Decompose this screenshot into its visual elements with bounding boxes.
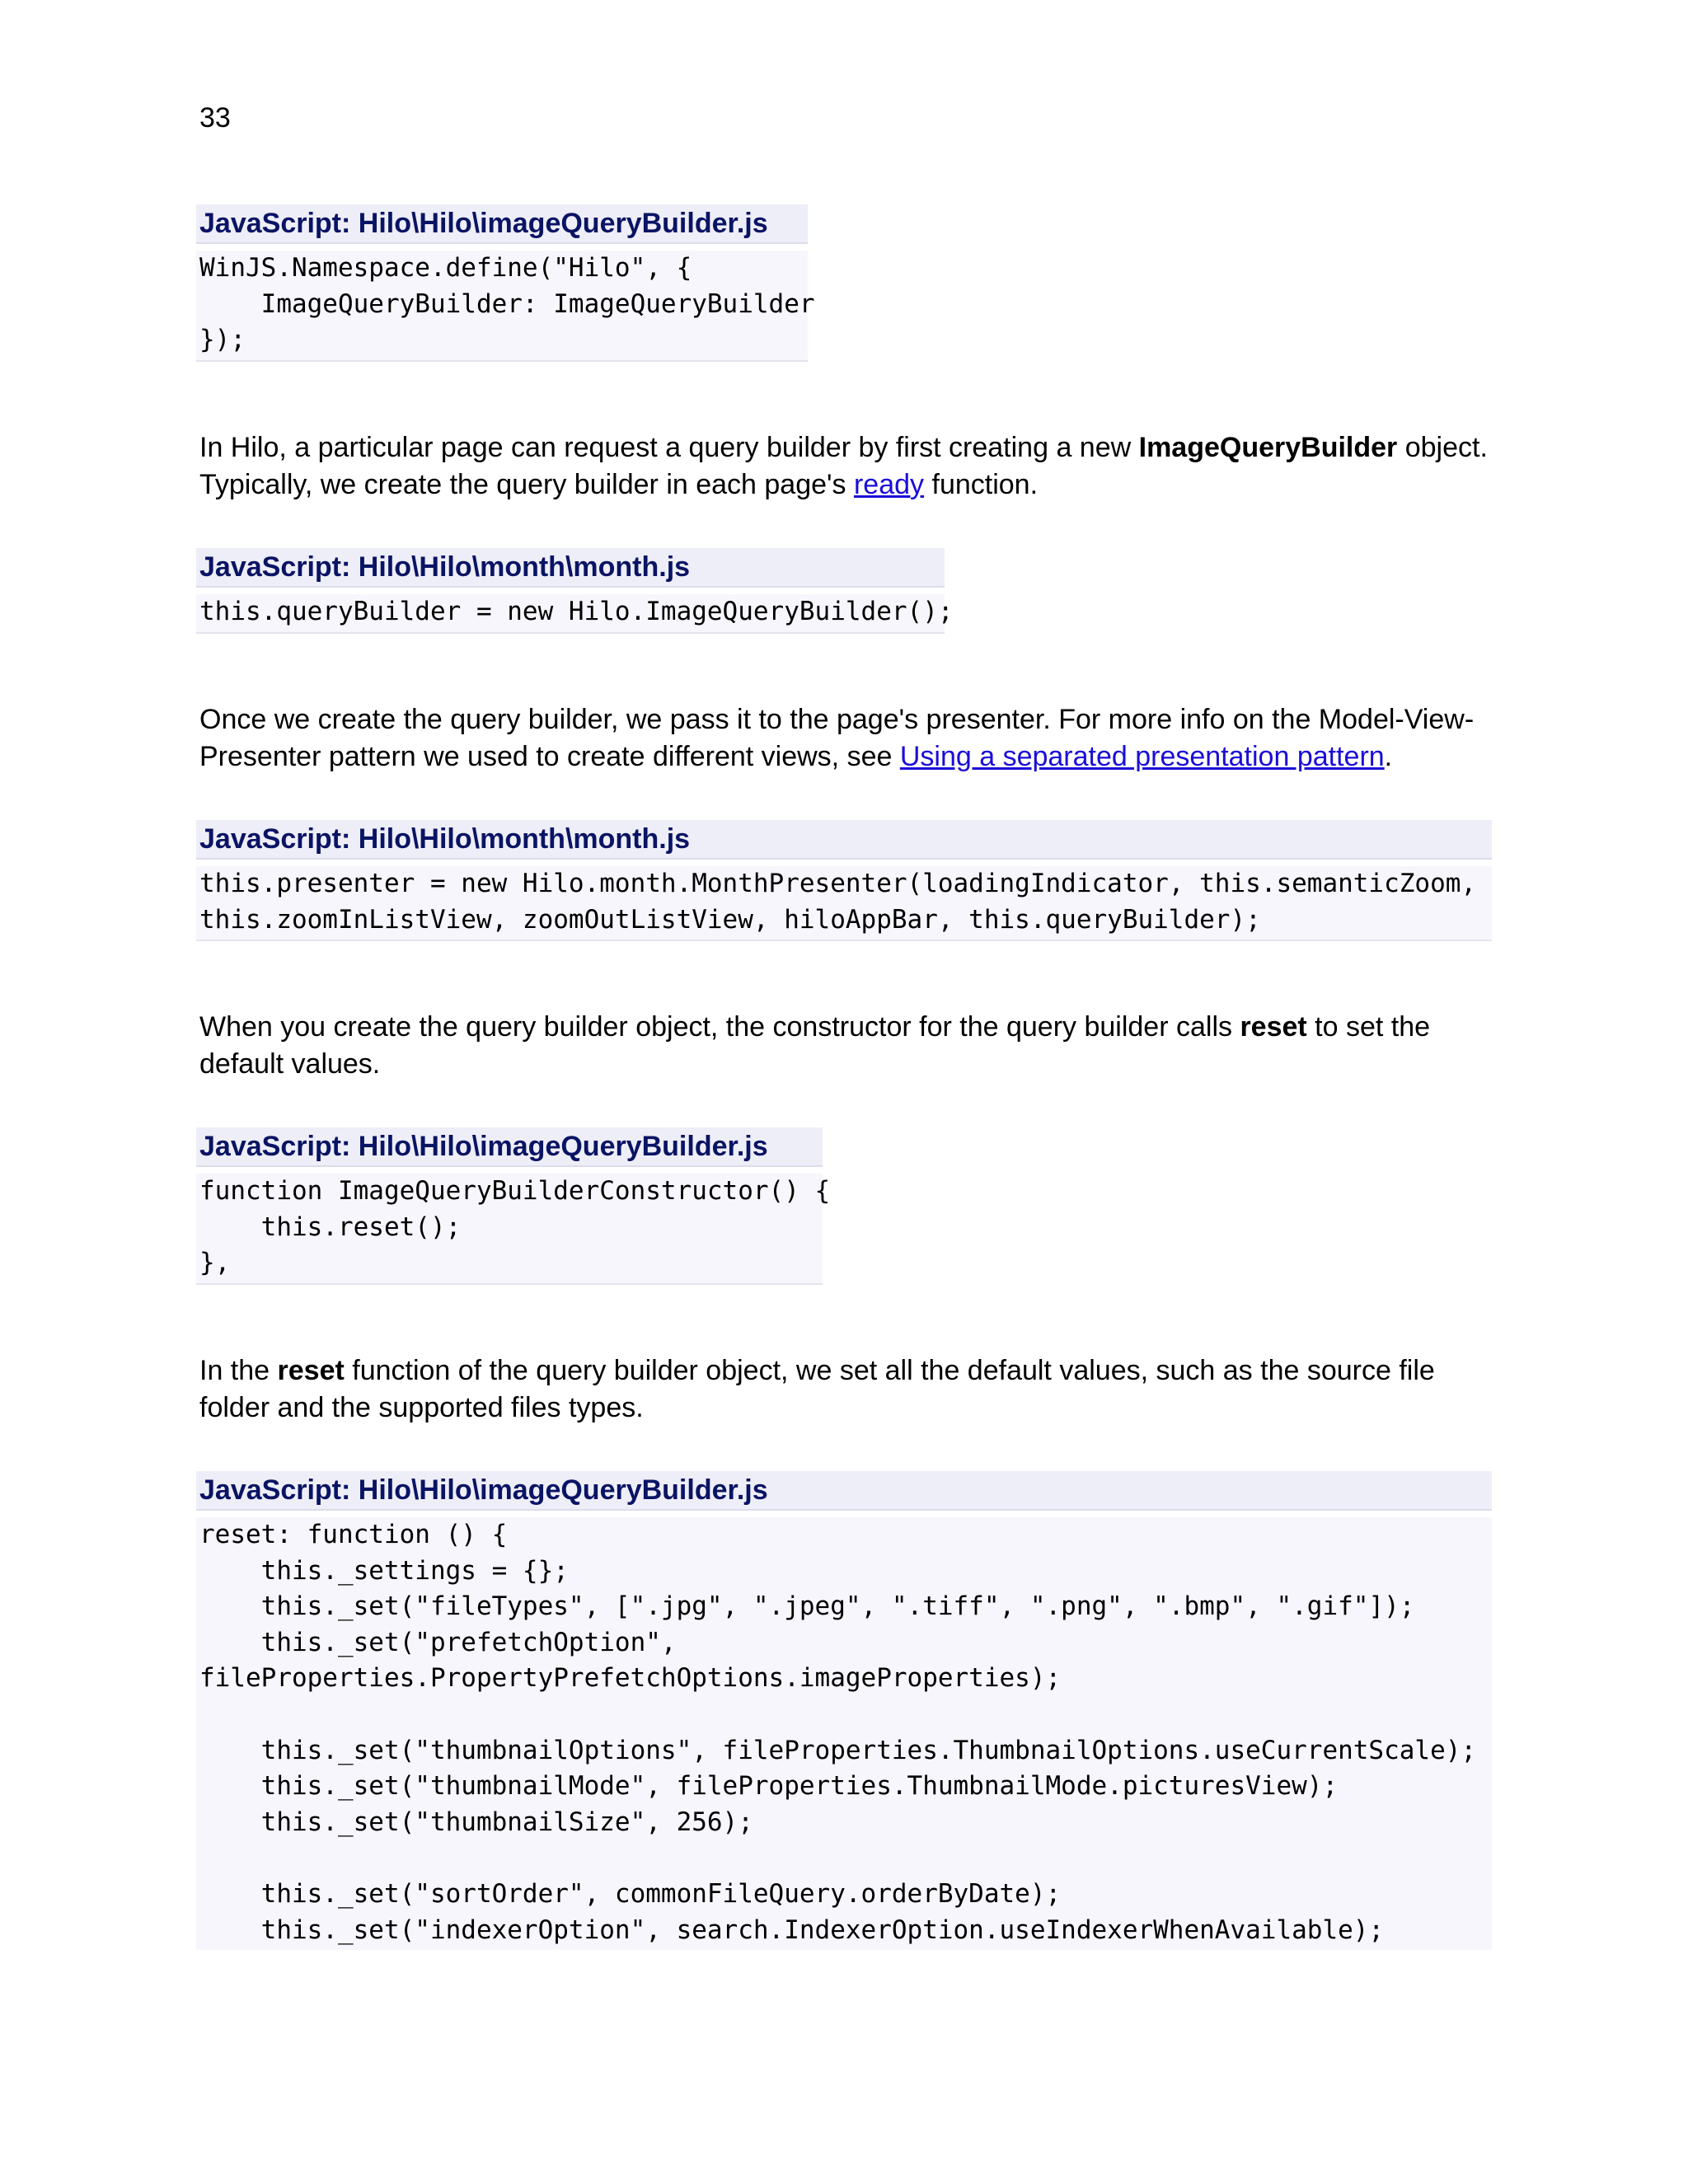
code-block-caption: JavaScript: Hilo\Hilo\imageQueryBuilder.js bbox=[196, 204, 808, 244]
paragraph-text: function of the query builder object, we set all the default values, such as the source file folder and the supported files types. bbox=[199, 1355, 1435, 1423]
code-block-code: reset: function () { this._settings = {}; this._set("fileTypes", [".jpg", ".jpeg", ".tiff", ".png", ".bmp", ".gif"]); this._set("prefetchOption", fileProperties.PropertyPrefetchOptions.imageProperties); this._set("thumbnailOptions", fileProperties.ThumbnailOptions.useCurrentScale); this._set("thumbnailMode", fileProperties.ThumbnailMode.picturesView); this._set("thumbnailSize", 256); this._set("sortOrder", commonFileQuery.orderByDate); this._set("indexerOption", search.IndexerOption.useIndexerWhenAvailable); bbox=[196, 1517, 1492, 1950]
paragraph-text: object. Typically, we create the query builder in each page's bbox=[199, 432, 1488, 500]
code-block-caption: JavaScript: Hilo\Hilo\month\month.js bbox=[196, 820, 1492, 860]
code-block-caption: JavaScript: Hilo\Hilo\imageQueryBuilder.js bbox=[196, 1127, 823, 1167]
code-block-code: WinJS.Namespace.define("Hilo", { ImageQueryBuilder: ImageQueryBuilder }); bbox=[196, 251, 808, 362]
code-block-code: function ImageQueryBuilderConstructor() { this.reset(); }, bbox=[196, 1174, 823, 1285]
separated-presentation-pattern-link[interactable]: Using a separated presentation pattern bbox=[899, 740, 1385, 772]
ready-link[interactable]: ready bbox=[853, 468, 925, 500]
page-number: 33 bbox=[199, 102, 231, 134]
paragraph-text: In Hilo, a particular page can request a query builder by first creating a new bbox=[199, 432, 1139, 463]
paragraph-text: When you create the query builder object, the constructor for the query builder calls bbox=[199, 1011, 1240, 1043]
paragraph-1 bbox=[199, 429, 1502, 503]
paragraph-text: . bbox=[1384, 740, 1393, 772]
code-block-2 bbox=[196, 548, 954, 634]
code-block-caption: JavaScript: Hilo\Hilo\month\month.js bbox=[196, 548, 945, 588]
code-block-4 bbox=[196, 1127, 831, 1285]
paragraph-bold-term: ImageQueryBuilder bbox=[1138, 432, 1398, 463]
code-block-1 bbox=[196, 204, 815, 362]
paragraph-4 bbox=[199, 1352, 1502, 1426]
code-block-3 bbox=[196, 820, 1492, 941]
code-block-code: this.queryBuilder = new Hilo.ImageQueryBuilder(); bbox=[196, 594, 945, 634]
paragraph-text: In the bbox=[199, 1355, 278, 1386]
paragraph-bold-term: reset bbox=[277, 1355, 345, 1386]
paragraph-text: to set the default values. bbox=[199, 1011, 1431, 1080]
code-block-caption: JavaScript: Hilo\Hilo\imageQueryBuilder.js bbox=[196, 1471, 1492, 1511]
paragraph-bold-term: reset bbox=[1240, 1011, 1307, 1043]
code-block-code: this.presenter = new Hilo.month.MonthPresenter(loadingIndicator, this.semanticZoom, this.zoomInListView, zoomOutListView, hiloAppBar, this.queryBuilder); bbox=[196, 866, 1492, 941]
paragraph-2 bbox=[199, 701, 1502, 775]
paragraph-text: Once we create the query builder, we pass it to the page's presenter. For more info on the Model-View-Presenter pattern we used to create different views, see bbox=[199, 704, 1475, 772]
code-block-5 bbox=[196, 1471, 1492, 1950]
paragraph-3 bbox=[199, 1009, 1502, 1082]
paragraph-text: function. bbox=[924, 468, 1039, 500]
